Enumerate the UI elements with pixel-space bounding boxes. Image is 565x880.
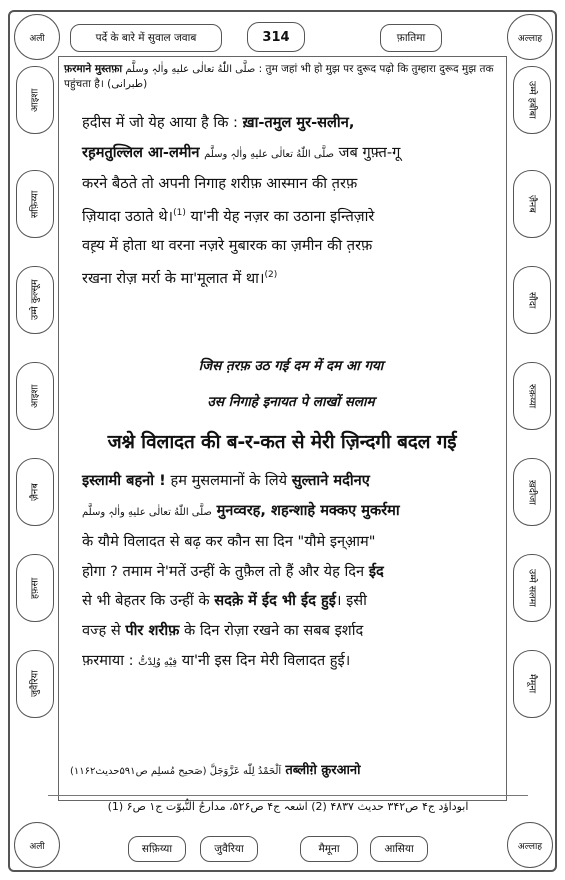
section-heading: जश्ने विलादत की ब-र-कत से मेरी ज़िन्दगी बदल गई (107, 431, 457, 453)
footnote-ref-2[interactable]: (2) (264, 269, 278, 280)
para1-line2: रह़मतुल्लिल आ-लमीन صلَّی اللّٰهُ تعالٰی علیهِ واٰلہٖ وسلَّم जब गुफ़्त-गू (82, 143, 401, 161)
para2-line2: صلَّی اللّٰهُ تعالٰی علیهِ واٰلہٖ وسلَّم मुनव्वरह, शहन्शाहे मक्कए मुकर्रमा (82, 501, 400, 519)
page-number: 314 (247, 22, 305, 52)
side-medallion-left-4: आइशा (16, 362, 54, 430)
corner-medallion-top-right: अल्लाह (507, 14, 553, 60)
footnotes: (1) ابوداؤد ج۴ ص۳۴۲ حدیث ۴۸۳۷ (2) اشعہ ج۴ ص۵۲۶، مدارجُ النُّبوّت ج۱ ص۶ (48, 795, 528, 813)
para2-line4: होगा ? तमाम ने'मतें उन्हीं के तुफ़ैल तो हैं और येह दिन ईद (82, 562, 384, 580)
reference-line (70, 760, 500, 778)
footnote-ref-1[interactable]: (1) (173, 207, 186, 218)
side-medallion-right-1: उम्मे हबीबा (513, 66, 551, 134)
para1-line5: वह़्य में होता था वरना नज़रे मुबारक का ज़मीन की त़रफ़ (82, 237, 373, 255)
side-medallion-right-3: सौदा (513, 266, 551, 334)
bottom-tab-1: सफ़िय्या (128, 836, 186, 862)
corner-medallion-bottom-right: अल्लाह (507, 822, 553, 868)
top-right-tab: फ़ातिमा (380, 24, 442, 52)
para1-line3: करने बैठते तो अपनी निगाह शरीफ़ आस्मान की त़रफ़ (82, 175, 358, 193)
farmane-mustafa-note (64, 62, 502, 92)
side-medallion-right-2: ज़ैनब (513, 170, 551, 238)
side-medallion-right-4: रुक़य्या (513, 362, 551, 430)
para2-line5: से भी बेहतर कि उन्हीं के सदक़े में ईद भी ईद हुई। इसी (82, 592, 367, 610)
side-medallion-right-7: मैमूना (513, 650, 551, 718)
para2-line3: के यौमे विलादत से बढ़ कर कौन सा दिन "यौमे इन्आ़म" (82, 533, 376, 551)
para1-line6: रखना रोज़ मर्रा के मा'मूलात में था।$^{(2)}$ (82, 269, 278, 287)
para2-line1: इस्लामी बहनो ! हम मुसलमानों के लिये सुल्ताने मदीनए (82, 472, 370, 489)
farmane-label: फ़रमाने मुस्तफ़ा (64, 63, 123, 75)
para2-line7: फ़रमाया : فِیْهِ وُلِدْتُّ या'नी इस दिन मेरी विलादत हुई। (82, 651, 351, 669)
para2-line6: वज्ह से पीर शरीफ़ के दिन रोज़ा रखने का सबब इर्शाद (82, 621, 364, 639)
couplet-line-2: उस निगाहे इनायत पे लाखों सलाम (207, 394, 375, 410)
farmane-text: : तुम जहां भी हो मुझ पर दुरूद पढ़ो कि तुम्हारा दुरूद मुझ तक पहुंचता है। (طبرانی) (64, 63, 494, 90)
bottom-tab-4: आसिया (370, 836, 428, 862)
paragraph-hadith (82, 108, 500, 293)
side-medallion-left-5: ज़ैनब (16, 458, 54, 526)
salutation-arabic: صلَّى اللّٰهُ تعالٰی علیهِ واٰلہٖ وسلَّم (125, 64, 256, 75)
reference-arabic: اَلْحَمْدُ لِلّٰه عَزَّوَجَلَّ (صَحیح مُسلِم ص۵۹۱حدیث۱۱۶۲) (70, 766, 282, 777)
corner-medallion-bottom-left: अली (14, 822, 60, 868)
bottom-tab-2: जुवैरिया (200, 836, 258, 862)
side-medallion-left-6: हफ़सा (16, 554, 54, 622)
side-medallion-left-2: सफ़िय्या (16, 170, 54, 238)
para1-line4: ज़ियादा उठाते थे।$^{(1)}$ या'नी येह नज़र का उठाना इन्तिज़ारे (82, 207, 375, 225)
continuation-word: तब्लीग़े क़ुरआनो (285, 763, 361, 778)
side-medallion-left-3: उम्मे कुल्सूम (16, 266, 54, 334)
corner-medallion-top-left: अली (14, 14, 60, 60)
side-medallion-left-1: आइशा (16, 66, 54, 134)
couplet-line-1: जिस त़रफ़ उठ गई दम में दम आ गया (198, 358, 384, 374)
paragraph-islamic-sisters (82, 466, 500, 677)
bottom-tab-3: मैमूना (300, 836, 358, 862)
side-medallion-left-7: जुवैरिया (16, 650, 54, 718)
book-title-tab: पर्दे के बारे में सुवाल जवाब (70, 24, 222, 52)
side-medallion-right-5: ख़दीजा (513, 458, 551, 526)
side-medallion-right-6: उम्मे सलमा (513, 554, 551, 622)
para1-line1: हदीस में जो येह आया है कि : ख़ा-तमुल मुर-सलीन, (82, 114, 355, 131)
